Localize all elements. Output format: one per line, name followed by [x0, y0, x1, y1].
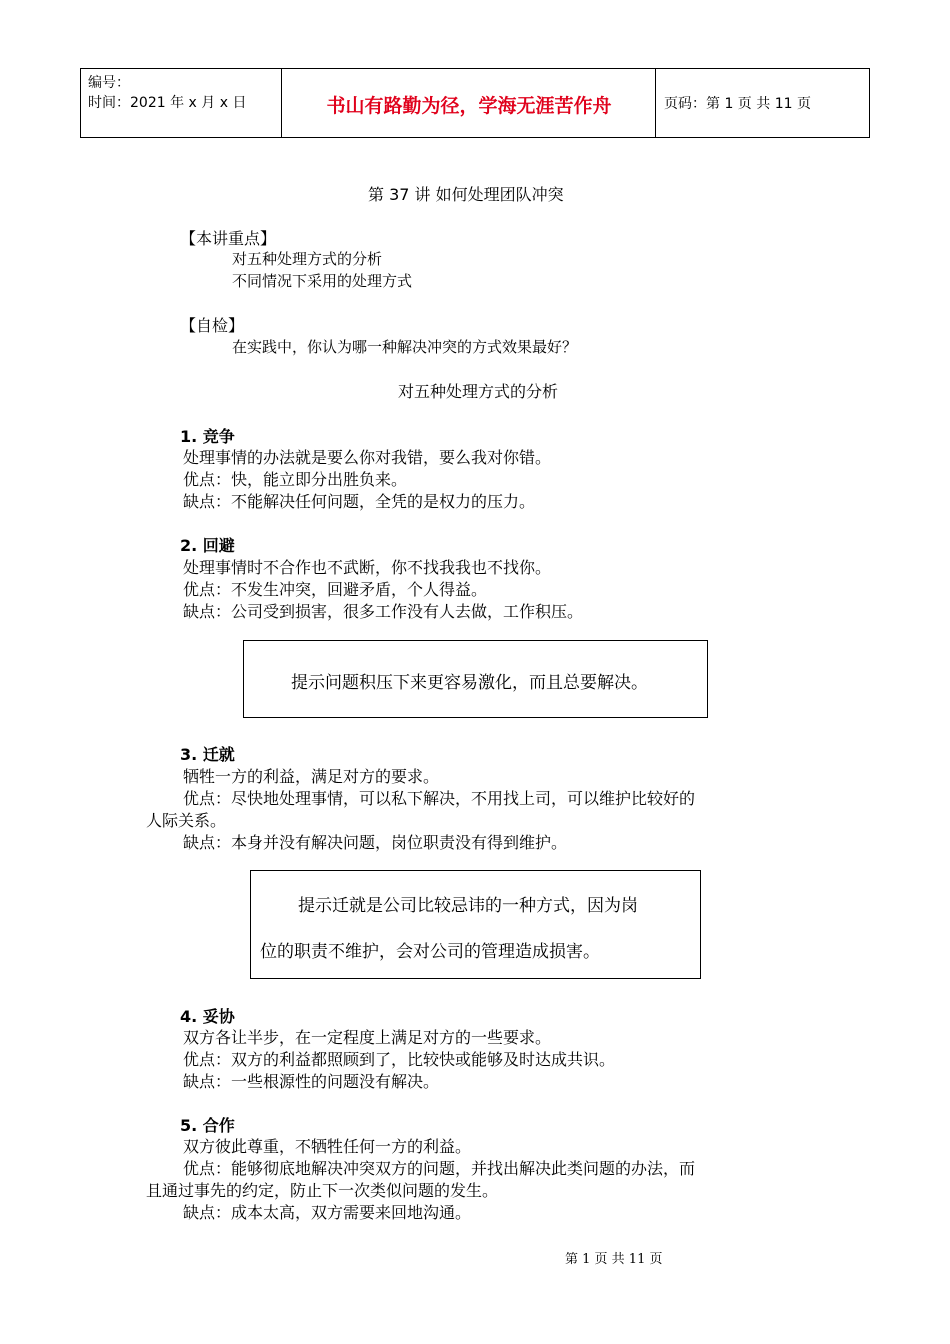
method-line: 缺点：成本太高，双方需要来回地沟通。	[183, 1203, 472, 1222]
section-title: 对五种处理方式的分析	[398, 382, 559, 401]
method-line: 优点：不发生冲突，回避矛盾，个人得益。	[183, 580, 488, 599]
header-page-number: 页码：第 1 页 共 11 页	[664, 96, 811, 112]
method-line: 人际关系。	[146, 811, 227, 830]
tip-box	[243, 640, 708, 718]
method-line: 缺点：一些根源性的问题没有解决。	[183, 1072, 440, 1091]
header-motto: 书山有路勤为径，学海无涯苦作舟	[326, 95, 612, 117]
method-heading: 1. 竞争	[180, 427, 235, 446]
method-heading: 4. 妥协	[180, 1007, 235, 1026]
document-number: 编号：	[88, 75, 130, 91]
self-check-question: 在实践中，你认为哪一种解决冲突的方式效果最好？	[232, 338, 578, 356]
method-line: 优点：双方的利益都照顾到了，比较快或能够及时达成共识。	[183, 1050, 616, 1069]
method-line: 缺点：不能解决任何问题，全凭的是权力的压力。	[183, 492, 536, 511]
tip-box	[250, 870, 701, 979]
method-line: 处理事情时不合作也不武断，你不找我我也不找你。	[183, 558, 552, 577]
tip-text: 提示问题积压下来更容易激化，而且总要解决。	[291, 673, 648, 693]
method-line: 处理事情的办法就是要么你对我错，要么我对你错。	[183, 448, 552, 467]
method-heading: 3. 迁就	[180, 745, 235, 764]
focus-label: 【本讲重点】	[180, 229, 277, 248]
method-line: 双方各让半步，在一定程度上满足对方的一些要求。	[183, 1028, 552, 1047]
method-line: 优点：尽快地处理事情，可以私下解决，不用找上司，可以维护比较好的	[183, 789, 696, 808]
method-line: 缺点：公司受到损害，很多工作没有人去做，工作积压。	[183, 602, 584, 621]
page-header	[80, 68, 870, 138]
method-line: 优点：能够彻底地解决冲突双方的问题，并找出解决此类问题的办法，而	[183, 1159, 696, 1178]
method-line: 优点：快，能立即分出胜负来。	[183, 470, 408, 489]
method-line: 且通过事先的约定，防止下一次类似问题的发生。	[146, 1181, 499, 1200]
method-line: 双方彼此尊重，不牺牲任何一方的利益。	[183, 1137, 472, 1156]
tip-text: 位的职责不维护，会对公司的管理造成损害。	[260, 942, 600, 962]
method-line: 牺牲一方的利益，满足对方的要求。	[183, 767, 440, 786]
footer-page-number: 第 1 页 共 11 页	[565, 1252, 663, 1267]
self-check-label: 【自检】	[180, 316, 245, 335]
document-date: 时间：2021 年 x 月 x 日	[88, 95, 247, 111]
focus-item: 对五种处理方式的分析	[232, 250, 383, 268]
header-divider	[80, 69, 81, 137]
header-meta	[88, 73, 246, 113]
method-line: 缺点：本身并没有解决问题，岗位职责没有得到维护。	[183, 833, 568, 852]
tip-text: 提示迁就是公司比较忌讳的一种方式，因为岗	[298, 896, 638, 916]
header-divider	[869, 69, 870, 137]
lecture-title: 第 37 讲 如何处理团队冲突	[368, 185, 564, 204]
focus-item: 不同情况下采用的处理方式	[232, 272, 413, 290]
method-heading: 2. 回避	[180, 536, 235, 555]
method-heading: 5. 合作	[180, 1116, 235, 1135]
